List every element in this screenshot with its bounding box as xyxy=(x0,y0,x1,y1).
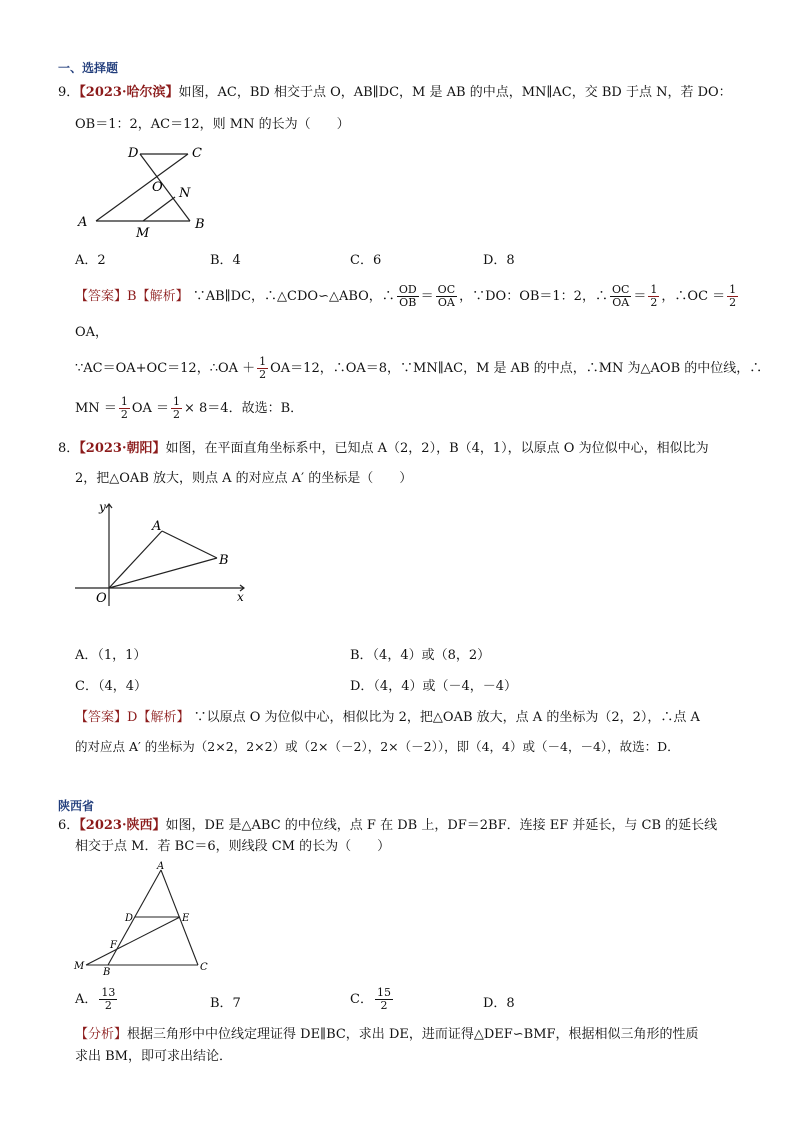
q6-stem-line1 xyxy=(58,819,717,832)
q9-label-o: O xyxy=(152,180,163,195)
q8-option-b: B．（4，4）或（8，2） xyxy=(350,648,491,663)
q9-equals-2: ＝ xyxy=(633,289,647,304)
q9-fraction-od-ob: $\frac{OD}{OB}$ xyxy=(398,282,417,309)
q9-fraction-oc-oa-2: $\frac{OC}{OA}$ xyxy=(611,282,630,309)
q6-analysis-line1 xyxy=(75,1028,699,1041)
q8-label-a: A xyxy=(152,519,162,534)
q6-label-c: C xyxy=(200,962,208,973)
q9-sol4a: MN ＝ xyxy=(75,401,117,416)
q8-number: 8． xyxy=(58,441,80,456)
q6-analysis-line2: 求出 BM，即可求出结论． xyxy=(75,1049,232,1064)
q9-sol3b: OA＝12，∴OA＝8，∵MN∥AC，M 是 AB 的中点，∴MN 为△AOB 的中位线，∴ xyxy=(270,361,763,376)
q9-option-b: B．4 xyxy=(210,253,241,268)
q8-source: 【2023·朝阳】 xyxy=(79,441,166,456)
q8-figure xyxy=(70,498,260,610)
q9-label-b: B xyxy=(195,217,205,232)
q9-fraction-half-5: $\frac{1}{2}$ xyxy=(173,394,181,421)
q9-option-d: D．8 xyxy=(483,253,515,268)
q8-text-line1: 如图，在平面直角坐标系中，已知点 A（2，2），B（4，1），以原点 O 为位似中心，相似比为 xyxy=(165,441,709,456)
q6-label-d: D xyxy=(125,913,134,924)
q9-stem-line1 xyxy=(58,86,732,99)
q6-label-m: M xyxy=(74,961,85,972)
q6-option-b: B．7 xyxy=(210,996,241,1011)
q6-figure xyxy=(70,860,220,978)
q8-solution-line2: 的对应点 A′ 的坐标为（2×2，2×2）或（2×（－2），2×（－2）），即（4，4）或（－4，－4），故选：D． xyxy=(75,739,680,754)
q9-label-m: M xyxy=(136,226,150,241)
q9-label-n: N xyxy=(179,186,191,201)
q6-option-a: A． $\frac{13}{2}$ xyxy=(75,985,116,1012)
q6-label-a: A xyxy=(157,861,165,872)
q9-stem-line2: OB＝1：2，AC＝12，则 MN 的长为（ ） xyxy=(75,117,350,132)
q9-equals: ＝ xyxy=(420,289,434,304)
q6-source: 【2023·陕西】 xyxy=(79,818,166,833)
q6-option-d: D．8 xyxy=(483,996,515,1011)
q9-sol4c: × 8＝4．故选：B． xyxy=(184,401,304,416)
q9-figure xyxy=(70,142,220,242)
q8-label-o: O xyxy=(96,591,107,606)
q8-analysis-tag: 【解析】 xyxy=(137,710,190,725)
q8-option-c: C．（4，4） xyxy=(75,679,147,694)
section-title: 一、选择题 xyxy=(58,61,119,75)
q9-solution-line1 xyxy=(75,282,740,312)
q8-sol1: ∵以原点 O 为位似中心，相似比为 2，把△OAB 放大，点 A 的坐标为（2，2），∴点 A xyxy=(193,710,700,725)
q9-option-c: C．6 xyxy=(350,253,382,268)
q8-option-d: D．（4，4）或（－4，－4） xyxy=(350,679,518,694)
q9-source: 【2023·哈尔滨】 xyxy=(79,85,179,100)
q9-sol1a: ∵AB∥DC，∴△CDO∽△ABO，∴ xyxy=(192,289,395,304)
q9-fraction-half: $\frac{1}{2}$ xyxy=(650,282,658,309)
q9-fraction-oc-oa: $\frac{OC}{OA}$ xyxy=(437,282,456,309)
province-title: 陕西省 xyxy=(58,799,95,813)
q9-number: 9． xyxy=(58,85,80,100)
q6-ana1: 根据三角形中中位线定理证得 DE∥BC，求出 DE，进而证得△DEF∽BMF，根据相似三角形的性质 xyxy=(127,1027,699,1042)
q8-stem-line1 xyxy=(58,442,709,455)
q9-fraction-half-2: $\frac{1}{2}$ xyxy=(729,282,737,309)
q8-label-b: B xyxy=(219,553,229,568)
q9-solution-line4 xyxy=(75,394,303,424)
q9-answer-letter: B xyxy=(127,289,137,304)
q9-text-line1: 如图，AC，BD 相交于点 O，AB∥DC，M 是 AB 的中点，MN∥AC，交 BD 于点 N，若 DO： xyxy=(178,85,732,100)
q6-number: 6． xyxy=(58,818,80,833)
q9-sol1c: ，∴OC ＝ xyxy=(661,289,726,304)
q6-text-line1: 如图，DE 是△ABC 的中位线，点 F 在 DB 上，DF＝2BF．连接 EF 并延长，与 CB 的延长线 xyxy=(165,818,718,833)
q9-sol3a: ∵AC＝OA+OC＝12，∴OA ＋ xyxy=(75,361,256,376)
q6-analysis-tag: 【分析】 xyxy=(75,1027,128,1042)
q8-label-x: x xyxy=(237,590,244,604)
q8-answer-tag: 【答案】 xyxy=(75,710,128,725)
q6-label-f: F xyxy=(110,940,117,951)
q8-stem-line2: 2，把△OAB 放大，则点 A 的对应点 A′ 的坐标是（ ） xyxy=(75,471,413,486)
q9-fraction-half-3: $\frac{1}{2}$ xyxy=(259,354,267,381)
q9-option-a: A．2 xyxy=(75,253,106,268)
q9-label-c: C xyxy=(192,146,202,161)
q9-label-d: D xyxy=(128,146,139,161)
q9-solution-line2: OA， xyxy=(75,325,109,340)
q9-sol1b: ，∵DO：OB＝1：2，∴ xyxy=(459,289,608,304)
q9-solution-line3 xyxy=(75,354,762,384)
q9-label-a: A xyxy=(78,215,88,230)
q8-option-a: A．（1，1） xyxy=(75,648,147,663)
q6-stem-line2: 相交于点 M．若 BC＝6，则线段 CM 的长为（ ） xyxy=(75,839,391,854)
q8-label-y: y xyxy=(99,500,106,514)
q6-label-e: E xyxy=(182,913,190,924)
q9-answer-tag: 【答案】 xyxy=(75,289,128,304)
q6-label-b: B xyxy=(103,967,111,978)
q6-option-c: C． $\frac{15}{2}$ xyxy=(350,985,391,1012)
q8-answer-letter: D xyxy=(127,710,138,725)
q9-sol4b: OA ＝ xyxy=(131,401,170,416)
q9-analysis-tag: 【解析】 xyxy=(136,289,189,304)
q9-fraction-half-4: $\frac{1}{2}$ xyxy=(120,394,128,421)
q8-solution-line1 xyxy=(75,711,700,724)
